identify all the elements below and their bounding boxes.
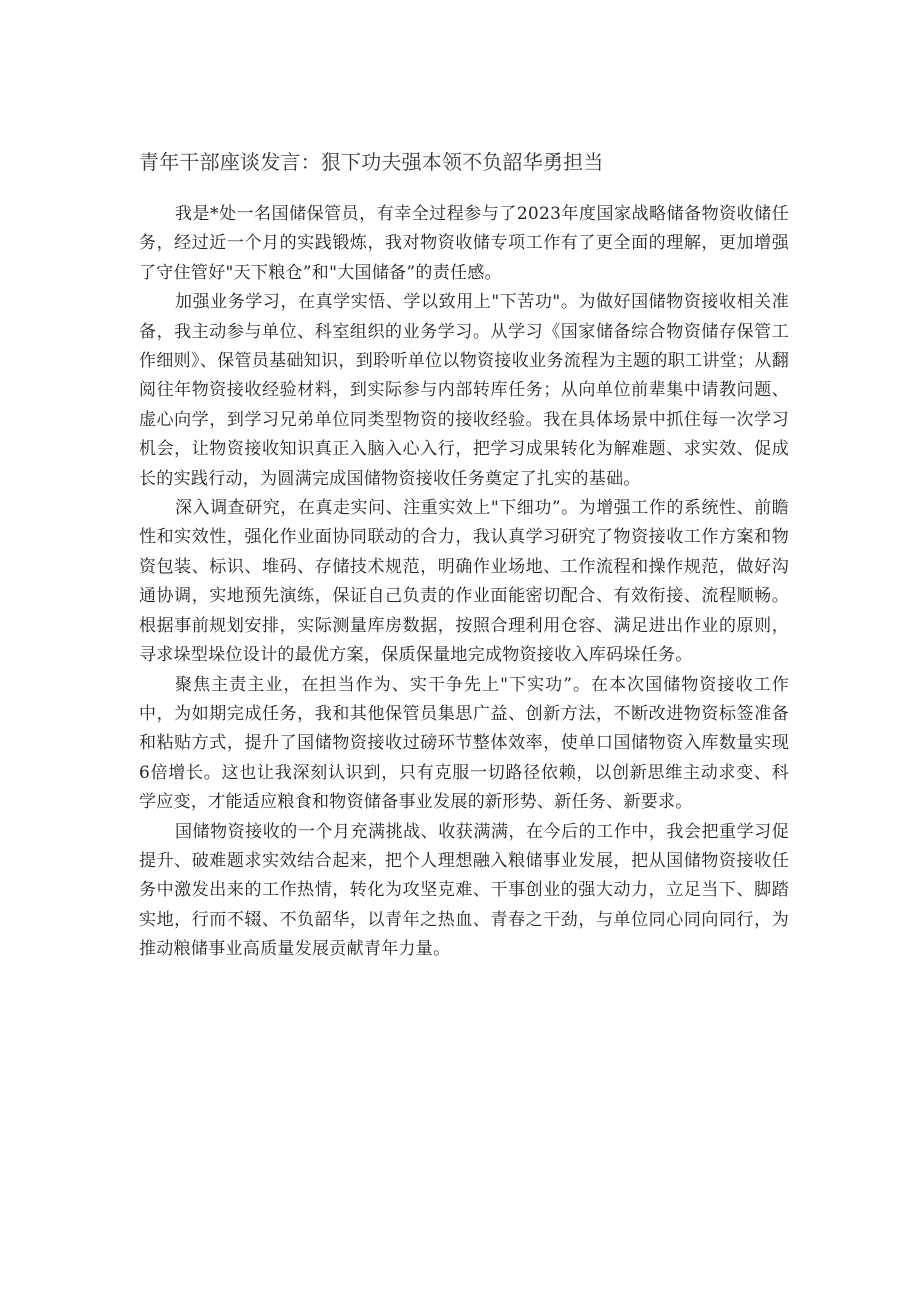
document-title: 青年干部座谈发言：狠下功夫强本领不负韶华勇担当 — [139, 150, 604, 174]
document-body — [139, 200, 789, 965]
paragraph-conclusion: 国储物资接收的一个月充满挑战、收获满满，在今后的工作中，我会把重学习促提升、破难题求实效结合起来，把个人理想融入粮储事业发展，把从国储物资接收任务中激发出来的工作热情，转化为攻坚克难、干事创业的强大动力，立足当下、脚踏实地，行而不辍、不负韶华，以青年之热血、青春之干劲，与单位同心同向同行，为推动粮储事业高质量发展贡献青年力量。 — [139, 821, 789, 960]
paragraph-intro: 我是*处一名国储保管员，有幸全过程参与了2023年度国家战略储备物资收储任务，经过近一个月的实践锻炼，我对物资收储专项工作有了更全面的理解，更加增强了守住管好"天下粮仓”和"大国储备”的责任感。 — [139, 204, 789, 283]
paragraph-study: 加强业务学习，在真学实悟、学以致用上"下苦功"。为做好国储物资接收相关准备，我主动参与单位、科室组织的业务学习。从学习《国家储备综合物资储存保管工作细则》、保管员基础知识，到聆听单位以物资接收业务流程为主题的职工讲堂；从翻阅往年物资接收经验材料，到实际参与内部转库任务；从向单位前辈集中请教问题、虚心向学，到学习兄弟单位同类型物资的接收经验。我在具体场景中抓住每一次学习机会，让物资接收知识真正入脑入心入行，把学习成果转化为解难题、求实效、促成长的实践行动，为圆满完成国储物资接收任务奠定了扎实的基础。 — [139, 292, 789, 489]
paragraph-duty: 聚焦主责主业，在担当作为、实干争先上"下实功”。在本次国储物资接收工作中，为如期完成任务，我和其他保管员集思广益、创新方法，不断改进物资标签准备和粘贴方式，提升了国储物资接收过磅环节整体效率，使单口国储物资入库数量实现6倍增长。这也让我深刻认识到，只有克服一切路径依赖，以创新思维主动求变、科学应变，才能适应粮食和物资储备事业发展的新形势、新任务、新要求。 — [139, 674, 789, 813]
paragraph-research: 深入调查研究，在真走实问、注重实效上"下细功”。为增强工作的系统性、前瞻性和实效性，强化作业面协同联动的合力，我认真学习研究了物资接收工作方案和物资包装、标识、堆码、存储技术规范，明确作业场地、工作流程和操作规范，做好沟通协调，实地预先演练，保证自己负责的作业面能密切配合、有效衔接、流程顺畅。根据事前规划安排，实际测量库房数据，按照合理利用仓容、满足进出作业的原则，寻求垛型垛位设计的最优方案，保质保量地完成物资接收入库码垛任务。 — [139, 498, 789, 666]
